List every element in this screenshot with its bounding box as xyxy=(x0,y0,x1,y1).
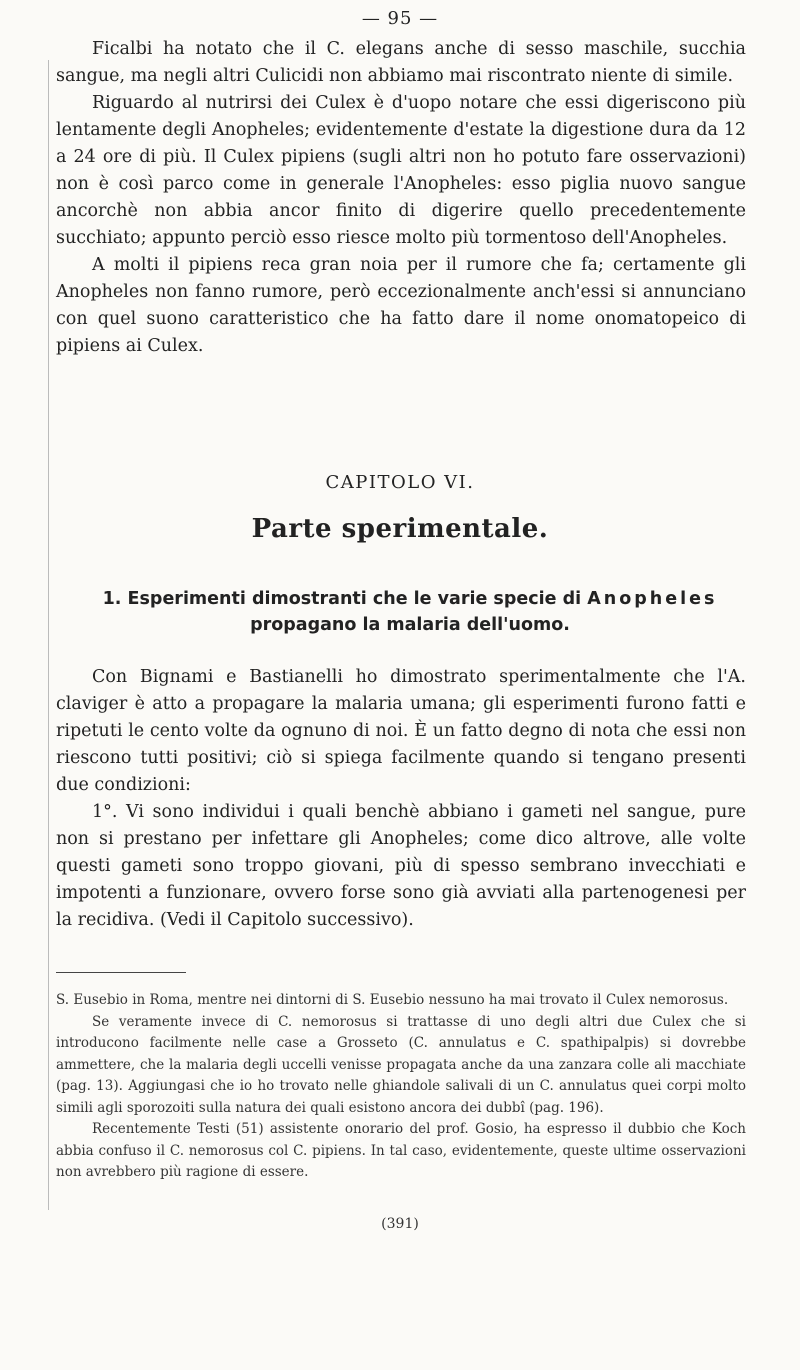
chapter-title: CAPITOLO VI. xyxy=(325,472,475,493)
page-number: — 95 — xyxy=(361,8,439,29)
body-text-block xyxy=(56,664,746,934)
footnote-separator xyxy=(56,972,186,973)
paragraph: Ficalbi ha notato che il C. elegans anche di sesso maschile, succhia sangue, ma negli altri Culicidi non abbiamo mai riscontrato niente di simile. xyxy=(56,39,746,86)
paragraph: A molti il pipiens reca gran noia per il rumore che fa; certamente gli Anopheles non fanno rumore, però eccezionalmente anch'essi si annunciano con quel suono caratteristico che ha fatto dare il nome onomatopeico di pipiens ai Culex. xyxy=(56,255,746,356)
footnote: Se veramente invece di C. nemorosus si trattasse di uno degli altri due Culex che si introducono facilmente nelle case a Grosseto (C. annulatus e C. spathipalpis) si dovrebbe ammettere, che la malaria degli uccelli venisse propagata anche da una zanzara colle ali macchiate (pag. 13). Aggiungasi che io ho trovato nelle ghiandole salivali di un C. annulatus quei corpi molto simili agli sporozoiti sulla natura dei quali esistono ancora dei dubbî (pag. 196). xyxy=(56,1013,746,1116)
section-heading-suffix: propagano la malaria dell'uomo. xyxy=(250,615,570,635)
section-heading-genus: Anopheles xyxy=(587,589,718,609)
paragraph: 1°. Vi sono individui i quali benchè abbiano i gameti nel sangue, pure non si prestano per infettare gli Anopheles; come dico altrove, alle volte questi gameti sono troppo giovani, più di spesso sembrano invecchiati e impotenti a funzionare, ovvero forse sono già avviati alla partenogenesi per la recidiva. (Vedi il Capitolo successivo). xyxy=(56,802,746,930)
sequence-number: (391) xyxy=(381,1216,419,1232)
top-text-block xyxy=(56,36,746,360)
section-heading-prefix: 1. Esperimenti dimostranti che le varie specie di xyxy=(102,589,582,609)
scan-margin-line xyxy=(48,60,49,1210)
section-heading xyxy=(90,586,730,638)
footnote: S. Eusebio in Roma, mentre nei dintorni di S. Eusebio nessuno ha mai trovato il Culex nemorosus. xyxy=(56,992,729,1008)
paragraph: Con Bignami e Bastianelli ho dimostrato sperimentalmente che l'A. claviger è atto a propagare la malaria umana; gli esperimenti furono fatti e ripetuti le cento volte da ognuno di noi. È un fatto degno di nota che essi non riescono tutti positivi; ciò si spiega facilmente quando si tengano presenti due condizioni: xyxy=(56,667,746,795)
footnotes xyxy=(56,990,746,1184)
footnote: Recentemente Testi (51) assistente onorario del prof. Gosio, ha espresso il dubbio che Koch abbia confuso il C. nemorosus col C. pipiens. In tal caso, evidentemente, queste ultime osservazioni non avrebbero più ragione di essere. xyxy=(56,1121,746,1180)
part-title: Parte sperimentale. xyxy=(251,514,549,544)
paragraph: Riguardo al nutrirsi dei Culex è d'uopo notare che essi digeriscono più lentamente degli Anopheles; evidentemente d'estate la digestione dura da 12 a 24 ore di più. Il Culex pipiens (sugli altri non ho potuto fare osservazioni) non è così parco come in generale l'Anopheles: esso piglia nuovo sangue ancorchè non abbia ancor finito di digerire quello precedentemente succhiato; appunto perciò esso riesce molto più tormentoso dell'Anopheles. xyxy=(56,93,746,248)
